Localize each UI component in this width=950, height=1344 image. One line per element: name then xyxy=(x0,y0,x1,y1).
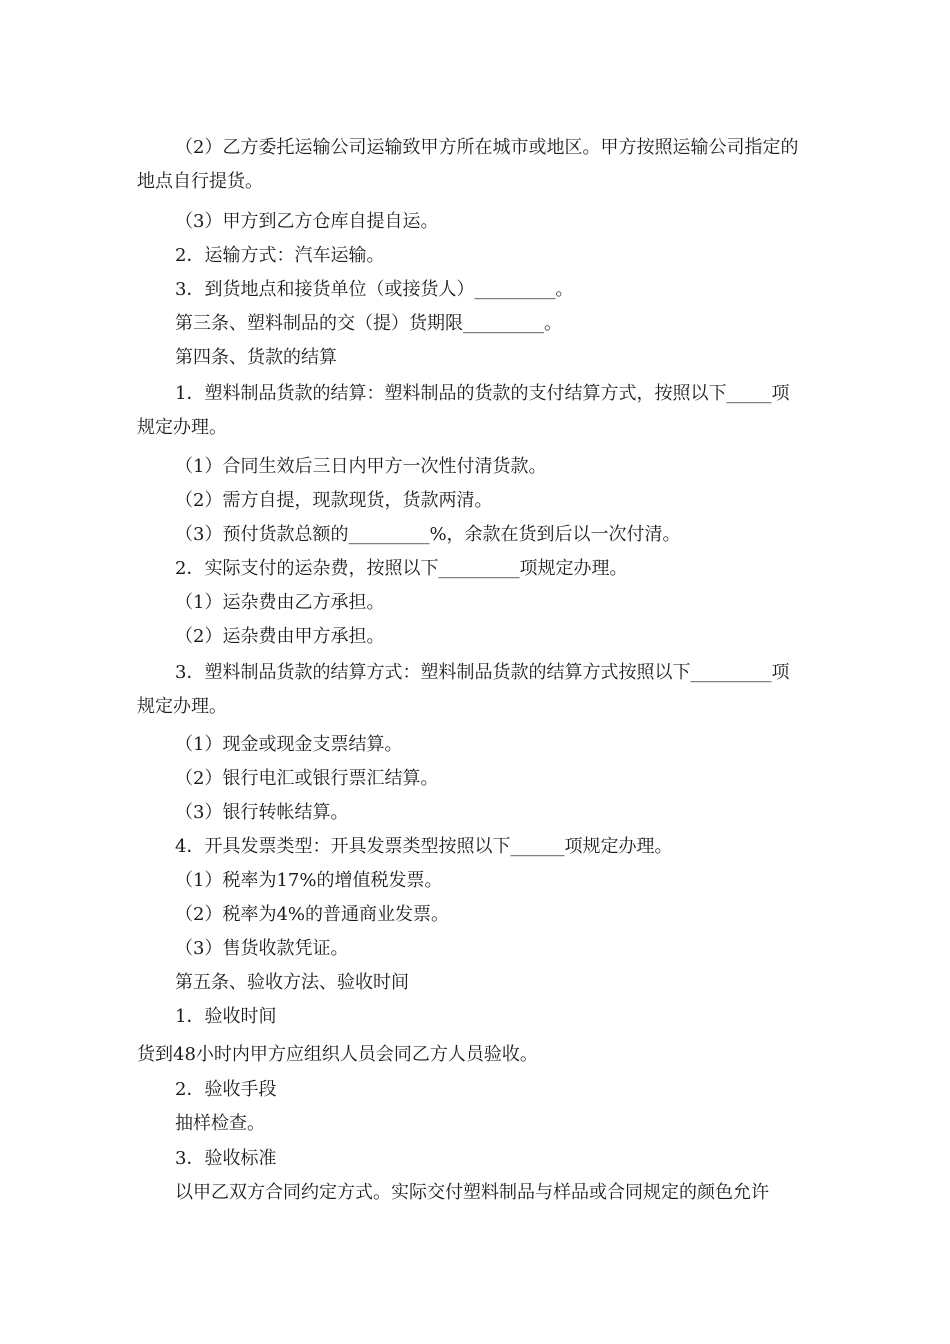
text-line: （3）售货收款凭证。 xyxy=(175,938,349,959)
text-line: 3．到货地点和接货单位（或接货人）_________。 xyxy=(175,279,574,300)
text-line: 地点自行提货。 xyxy=(137,171,263,192)
text-line: 4．开具发票类型：开具发票类型按照以下______项规定办理。 xyxy=(175,836,673,857)
text-line: （3）预付货款总额的_________%，余款在货到后以一次付清。 xyxy=(175,524,681,545)
section-heading: 第三条、塑料制品的交（提）货期限_________。 xyxy=(175,313,562,334)
paragraph-payment-3 xyxy=(137,656,817,724)
section-heading: 第四条、货款的结算 xyxy=(175,347,337,368)
text-line: （2）税率为4%的普通商业发票。 xyxy=(175,904,450,925)
text-line: （2）运杂费由甲方承担。 xyxy=(175,626,385,647)
text-line: 1．塑料制品货款的结算：塑料制品的货款的支付结算方式，按照以下_____项 xyxy=(175,383,790,404)
section-heading: 第五条、验收方法、验收时间 xyxy=(175,972,409,993)
text-line: （2）乙方委托运输公司运输致甲方所在城市或地区。甲方按照运输公司指定的 xyxy=(175,137,799,158)
text-line: （1）现金或现金支票结算。 xyxy=(175,734,403,755)
text-line: （2）银行电汇或银行票汇结算。 xyxy=(175,768,439,789)
paragraph-payment-1 xyxy=(137,377,817,445)
text-line: 2．实际支付的运杂费，按照以下_________项规定办理。 xyxy=(175,558,628,579)
paragraph-transport-2 xyxy=(137,131,817,199)
text-line: （1）运杂费由乙方承担。 xyxy=(175,592,385,613)
text-line: 货到48小时内甲方应组织人员会同乙方人员验收。 xyxy=(137,1044,538,1065)
text-line: （1）合同生效后三日内甲方一次性付清货款。 xyxy=(175,456,547,477)
text-line: （1）税率为17%的增值税发票。 xyxy=(175,870,443,891)
text-line: （2）需方自提，现款现货，货款两清。 xyxy=(175,490,493,511)
text-line: （3）甲方到乙方仓库自提自运。 xyxy=(175,211,439,232)
text-line: 1．验收时间 xyxy=(175,1006,277,1027)
text-line: 2．运输方式：汽车运输。 xyxy=(175,245,385,266)
text-line: 规定办理。 xyxy=(137,696,227,717)
text-line: 规定办理。 xyxy=(137,417,227,438)
text-line: 2．验收手段 xyxy=(175,1079,277,1100)
text-line: 3．验收标准 xyxy=(175,1148,277,1169)
text-line: 3．塑料制品货款的结算方式：塑料制品货款的结算方式按照以下_________项 xyxy=(175,662,790,683)
text-line: 抽样检查。 xyxy=(175,1113,265,1134)
text-line: 以甲乙双方合同约定方式。实际交付塑料制品与样品或合同规定的颜色允许 xyxy=(175,1182,769,1203)
text-line: （3）银行转帐结算。 xyxy=(175,802,349,823)
